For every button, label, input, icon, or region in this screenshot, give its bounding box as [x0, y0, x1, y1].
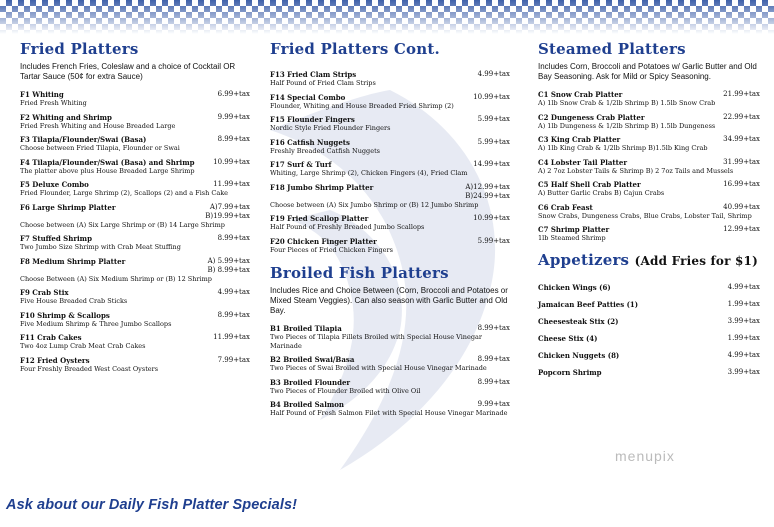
- menu-item-name: F17 Surf & Turf: [270, 160, 332, 169]
- appetizer-name: Cheesesteak Stix (2): [538, 316, 619, 326]
- menu-item-header: [270, 93, 510, 102]
- menu-item: [538, 113, 760, 131]
- menu-item-header: [538, 203, 760, 212]
- menu-item-description: Choose Between (A) Six Medium Shrimp or (B) 12 Shrimp: [20, 274, 212, 283]
- menu-item-header: [270, 138, 510, 147]
- menu-item-description: Whiting, Large Shrimp (2), Chicken Fingers (4), Fried Clam: [270, 169, 468, 177]
- menu-item-price: 8.99+tax: [477, 324, 510, 332]
- menu-item: [270, 138, 510, 156]
- menu-item-header: [270, 160, 510, 169]
- menu-item-name: F19 Fried Scallop Platter: [270, 214, 369, 223]
- menu-item-name: B3 Broiled Flounder: [270, 377, 351, 387]
- menu-item-description: Choose between Fried Tilapia, Flounder or Swai: [20, 144, 180, 152]
- appetizer-price: 4.99+tax: [727, 350, 760, 359]
- menu-item-name: F20 Chicken Finger Platter: [270, 236, 377, 246]
- menupix-watermark: menupix: [615, 448, 675, 464]
- menu-item-price: 8.99+tax: [477, 377, 510, 386]
- menu-item-price: 9.99+tax: [477, 400, 510, 408]
- menu-item: [270, 70, 510, 88]
- menu-item-header: [20, 203, 250, 221]
- appetizer-item: [538, 283, 760, 292]
- menu-item: [270, 214, 510, 232]
- menu-item-header: [270, 400, 510, 409]
- menu-item-header: [270, 115, 510, 124]
- menu-item-name: B4 Broiled Salmon: [270, 400, 345, 409]
- menu-item-name: C6 Crab Feast: [538, 202, 593, 212]
- menu-item-description: A) 2 7oz Lobster Tails & Shrimp B) 2 7oz Tails and Mussels: [538, 166, 734, 175]
- menu-item-description: Fried Fresh Whiting and House Breaded Large: [20, 121, 176, 130]
- menu-item-name: C3 King Crab Platter: [538, 135, 621, 144]
- menu-item-name: F1 Whiting: [20, 90, 64, 99]
- menu-item-price: 6.99+tax: [217, 90, 250, 98]
- steamed-platters-intro: Includes Corn, Broccoli and Potatoes w/ Garlic Butter and Old Bay Seasoning. Ask for Mild or Spicy Seasoning.: [538, 62, 757, 81]
- appetizer-price: 3.99+tax: [727, 316, 760, 325]
- fried-platters-list: [20, 90, 250, 373]
- menu-item-header: [20, 311, 250, 320]
- menu-item: [20, 257, 250, 284]
- menu-item-price: 11.99+tax: [213, 333, 250, 341]
- menu-item-header: [20, 180, 250, 189]
- menu-item: [538, 158, 760, 176]
- menu-item-name: F2 Whiting and Shrimp: [20, 112, 112, 122]
- menu-item: [538, 180, 760, 198]
- menu-item: [20, 113, 250, 131]
- menu-item-header: [270, 183, 510, 201]
- menu-item-price: 10.99+tax: [473, 92, 510, 101]
- fried-platters-cont-column: [270, 40, 510, 423]
- menu-item-description: Two Pieces of Flounder Broiled with Olive Oil: [270, 386, 421, 395]
- appetizer-item: [538, 300, 760, 309]
- menu-item: [270, 355, 510, 373]
- menu-item-header: [270, 355, 510, 364]
- menu-item-name: F3 Tilapia/Flounder/Swai (Basa): [20, 135, 147, 144]
- menu-item-price: 5.99+tax: [477, 137, 510, 146]
- menu-item-description: The platter above plus House Breaded Large Shrimp: [20, 166, 195, 175]
- broiled-platters-intro: Includes Rice and Choice Between (Corn, Broccoli and Potatoes or Mixed Steam Veggies). Can also season with Garlic Butter and Old Bay.: [270, 286, 508, 315]
- menu-item-description: Four Pieces of Fried Chicken Fingers: [270, 245, 393, 254]
- menu-item-price: A)7.99+tax B)19.99+tax: [205, 202, 250, 220]
- menu-item: [20, 234, 250, 252]
- menu-item-price: 34.99+tax: [723, 135, 760, 143]
- menu-item: [20, 288, 250, 306]
- menu-item-header: [538, 90, 760, 99]
- menu-item-name: F16 Catfish Nuggets: [270, 137, 350, 147]
- menu-item-header: [20, 234, 250, 243]
- menu-item-price: 8.99+tax: [477, 355, 510, 363]
- menu-item-price: 16.99+tax: [723, 180, 760, 188]
- menu-item-description: A) 1lb King Crab & 1/2lb Shrimp B)1.5lb King Crab: [538, 144, 708, 152]
- menu-item-description: Freshly Breaded Catfish Nuggets: [270, 146, 381, 155]
- menu-item-price: 9.99+tax: [217, 112, 250, 121]
- fried-platters-cont-list: [270, 70, 510, 254]
- menu-item: [270, 93, 510, 111]
- menu-item-name: F12 Fried Oysters: [20, 355, 90, 365]
- menu-item-name: B2 Broiled Swai/Basa: [270, 355, 355, 364]
- broiled-platters-list: [270, 324, 510, 418]
- menu-item: [20, 90, 250, 108]
- menu-item-price: 11.99+tax: [213, 180, 250, 188]
- menu-item-price: 14.99+tax: [473, 160, 510, 168]
- menu-item: [20, 135, 250, 153]
- menu-item-name: C1 Snow Crab Platter: [538, 90, 623, 99]
- checkered-header-band: [0, 0, 774, 34]
- menu-item: [270, 400, 510, 418]
- menu-item-header: [538, 225, 760, 234]
- steamed-platters-list: [538, 90, 760, 243]
- fried-platters-cont-title: Fried Platters Cont.: [270, 40, 440, 58]
- menu-item-name: B1 Broiled Tilapia: [270, 324, 342, 333]
- menu-item-description: Two Pieces of Tilapia Fillets Broiled with Special House Vinegar Marinade: [270, 333, 482, 350]
- menu-item-description: Nordic Style Fried Flounder Fingers: [270, 124, 391, 132]
- menu-item-name: F15 Flounder Fingers: [270, 115, 355, 124]
- menu-item-description: Fried Flounder, Large Shrimp (2), Scallops (2) and a Fish Cake: [20, 189, 229, 197]
- menu-item-header: [538, 135, 760, 144]
- menu-item-description: Five House Breaded Crab Sticks: [20, 297, 128, 305]
- menu-item-price: 10.99+tax: [473, 214, 510, 222]
- steamed-platters-column: [538, 40, 760, 385]
- menu-item-name: F18 Jumbo Shrimp Platter: [270, 182, 374, 192]
- appetizers-list: [538, 283, 760, 377]
- menu-item-header: [20, 90, 250, 99]
- menu-item-price: 5.99+tax: [477, 115, 510, 123]
- menu-item-header: [538, 158, 760, 167]
- menu-item-name: F5 Deluxe Combo: [20, 180, 89, 189]
- menu-item: [538, 135, 760, 153]
- menu-item: [20, 203, 250, 230]
- appetizer-name: Popcorn Shrimp: [538, 367, 602, 377]
- menu-item-price: 4.99+tax: [477, 70, 510, 78]
- menu-item-description: A) Butter Garlic Crabs B) Cajun Crabs: [538, 189, 665, 197]
- daily-specials-banner: Ask about our Daily Fish Platter Specials!: [6, 497, 298, 513]
- menu-item-header: [20, 257, 250, 275]
- menu-item: [270, 183, 510, 210]
- menu-item-description: Choose between (A) Six Large Shrimp or (B) 14 Large Shrimp: [20, 220, 225, 229]
- menu-item-description: Five Medium Shrimp & Three Jumbo Scallops: [20, 319, 172, 328]
- menu-item-description: Snow Crabs, Dungeness Crabs, Blue Crabs, Lobster Tail, Shrimp: [538, 211, 752, 220]
- menu-item-header: [20, 356, 250, 365]
- menu-item: [20, 158, 250, 176]
- menu-item-name: F13 Fried Clam Strips: [270, 70, 357, 79]
- menu-item-price: 10.99+tax: [213, 157, 250, 166]
- menu-item-description: Flounder, Whiting and House Breaded Fried Shrimp (2): [270, 101, 454, 110]
- menu-item-header: [270, 237, 510, 246]
- menu-item-name: C4 Lobster Tail Platter: [538, 157, 628, 167]
- menu-item-price: 7.99+tax: [217, 355, 250, 364]
- menu-item-price: 8.99+tax: [217, 135, 250, 143]
- appetizer-item: [538, 334, 760, 343]
- menu-item-name: F6 Large Shrimp Platter: [20, 202, 116, 212]
- menu-item-header: [20, 288, 250, 297]
- menu-item-price: 31.99+tax: [723, 157, 760, 166]
- menu-item-header: [270, 214, 510, 223]
- menu-item-name: C7 Shrimp Platter: [538, 225, 610, 234]
- menu-item-description: Two Pieces of Swai Broiled with Special House Vinegar Marinade: [270, 364, 487, 372]
- broiled-platters-title: Broiled Fish Platters: [270, 264, 449, 282]
- menu-item-price: 8.99+tax: [217, 310, 250, 319]
- menu-item-name: F11 Crab Cakes: [20, 333, 82, 342]
- menu-item: [20, 333, 250, 351]
- menu-item-name: C2 Dungeness Crab Platter: [538, 112, 645, 122]
- menu-item-description: A) 1lb Snow Crab & 1/2lb Shrimp B) 1.5lb Snow Crab: [538, 99, 716, 107]
- menu-item: [538, 203, 760, 221]
- menu-item-description: Half Pound of Fried Clam Strips: [270, 79, 376, 87]
- menu-item-price: 8.99+tax: [217, 234, 250, 242]
- appetizer-name: Chicken Nuggets (8): [538, 350, 620, 360]
- menu-item-price: 5.99+tax: [477, 236, 510, 245]
- menu-item-name: F8 Medium Shrimp Platter: [20, 256, 126, 266]
- menu-item: [270, 237, 510, 255]
- appetizer-item: [538, 317, 760, 326]
- menu-item-price: A)12.99+tax B)24.99+tax: [465, 182, 510, 200]
- appetizer-item: [538, 351, 760, 360]
- menu-item-description: Half Pound of Freshly Breaded Jumbo Scallops: [270, 223, 425, 231]
- appetizer-name: Jamaican Beef Patties (1): [538, 299, 639, 309]
- menu-item-description: Two Jumbo Size Shrimp with Crab Meat Stuffing: [20, 243, 181, 251]
- menu-item-price: 12.99+tax: [723, 225, 760, 233]
- appetizer-price: 1.99+tax: [727, 333, 760, 342]
- menu-item: [538, 90, 760, 108]
- menu-item: [270, 324, 510, 350]
- menu-item-header: [538, 113, 760, 122]
- appetizers-note: (Add Fries for $1): [634, 253, 758, 268]
- menu-item: [270, 378, 510, 396]
- appetizer-price: 3.99+tax: [727, 367, 760, 376]
- appetizer-item: [538, 368, 760, 377]
- appetizers-heading: Appetizers: [538, 250, 630, 269]
- appetizer-name: Chicken Wings (6): [538, 282, 611, 292]
- menu-item-header: [20, 135, 250, 144]
- menu-item: [20, 311, 250, 329]
- fried-platters-title: Fried Platters: [20, 40, 139, 58]
- menu-item-price: A) 5.99+tax B) 8.99+tax: [207, 256, 250, 274]
- menu-item-header: [20, 333, 250, 342]
- menu-item-header: [270, 324, 510, 333]
- menu-item-price: 22.99+tax: [723, 112, 760, 121]
- menu-item: [270, 115, 510, 133]
- menu-item: [20, 356, 250, 374]
- menu-item-description: Half Pound of Fresh Salmon Filet with Special House Vinegar Marinade: [270, 409, 508, 417]
- fried-platters-intro: Includes French Fries, Coleslaw and a choice of Cocktail OR Tartar Sauce (50¢ for extra Sauce): [20, 62, 236, 81]
- menu-item-header: [538, 180, 760, 189]
- menu-item-name: F14 Special Combo: [270, 92, 346, 102]
- appetizer-name: Cheese Stix (4): [538, 333, 598, 343]
- menu-item-description: Two 4oz Lump Crab Meat Crab Cakes: [20, 342, 146, 350]
- menu-item: [270, 160, 510, 178]
- menu-item-header: [270, 70, 510, 79]
- menu-item-name: F9 Crab Stix: [20, 288, 69, 297]
- menu-item-name: C5 Half Shell Crab Platter: [538, 180, 641, 189]
- menu-item-header: [270, 378, 510, 387]
- appetizer-price: 1.99+tax: [727, 299, 760, 308]
- menu-item-name: F7 Stuffed Shrimp: [20, 234, 92, 243]
- menu-item-header: [20, 158, 250, 167]
- appetizer-price: 4.99+tax: [727, 282, 760, 291]
- menu-item-description: 1lb Steamed Shrimp: [538, 234, 606, 242]
- menu-item-price: 21.99+tax: [723, 90, 760, 98]
- fried-platters-column: [20, 40, 250, 378]
- menu-item-price: 40.99+tax: [723, 202, 760, 211]
- menu-item-description: Fried Fresh Whiting: [20, 99, 87, 107]
- menu-item-price: 4.99+tax: [217, 288, 250, 296]
- menu-item-description: Choose between (A) Six Jumbo Shrimp or (B) 12 Jumbo Shrimp: [270, 200, 479, 209]
- menu-item-header: [20, 113, 250, 122]
- menu-item: [20, 180, 250, 198]
- menu-item-description: A) 1lb Dungeness & 1/2lb Shrimp B) 1.5lb Dungeness: [538, 121, 716, 130]
- menu-item-description: Four Freshly Breaded West Coast Oysters: [20, 364, 159, 373]
- menu-item-name: F4 Tilapia/Flounder/Swai (Basa) and Shrimp: [20, 157, 195, 167]
- menu-item: [538, 225, 760, 243]
- menu-item-name: F10 Shrimp & Scallops: [20, 310, 110, 320]
- steamed-platters-title: Steamed Platters: [538, 40, 686, 58]
- appetizers-title: [538, 251, 760, 269]
